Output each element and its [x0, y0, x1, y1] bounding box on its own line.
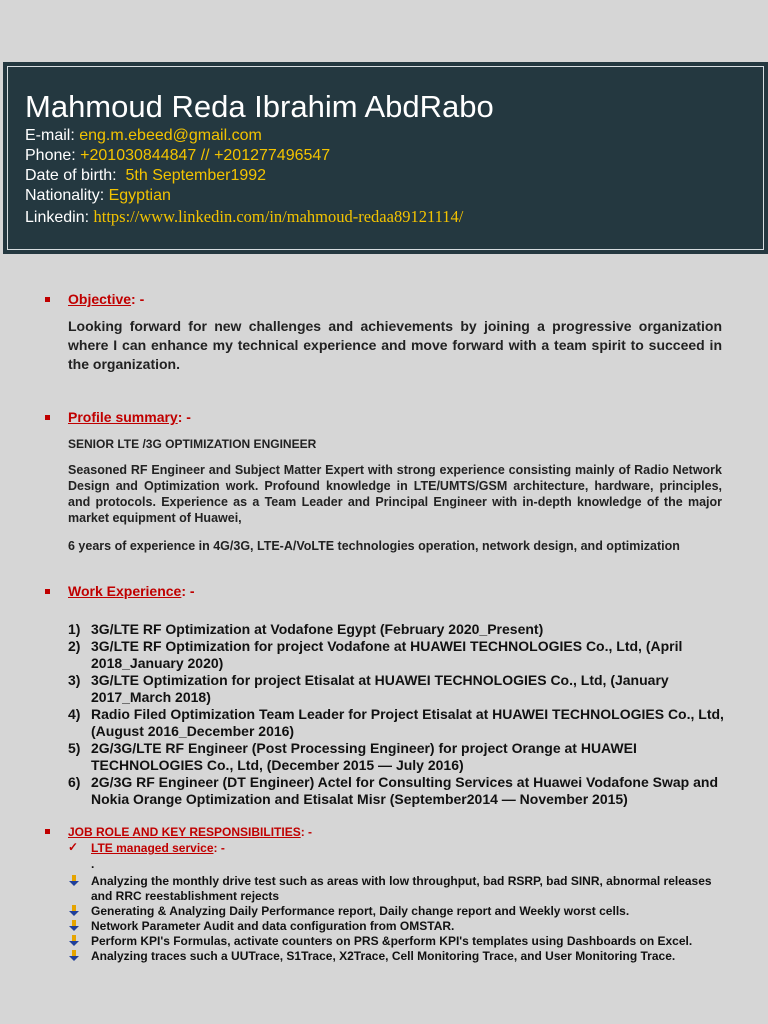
- header-banner: [3, 62, 768, 254]
- profile-heading: Profile summary: -: [68, 409, 191, 425]
- nationality-line: [25, 187, 171, 205]
- lte-managed-service-heading: LTE managed service: -: [91, 841, 225, 855]
- resp-item: Generating & Analyzing Daily Performance report, Daily change report and Weekly worst cells.: [91, 904, 630, 918]
- work-bullet-icon: [45, 589, 50, 594]
- email-link[interactable]: eng.m.ebeed@gmail.com: [79, 127, 262, 144]
- dob-line: [25, 167, 266, 185]
- dob-label: Date of birth:: [25, 167, 126, 184]
- phone-line: [25, 147, 330, 165]
- nationality-label: Nationality:: [25, 187, 109, 204]
- jobrole-heading: JOB ROLE AND KEY RESPONSIBILITIES: -: [68, 825, 313, 839]
- work-heading: Work Experience: -: [68, 583, 195, 599]
- resp-item: Analyzing traces such a UUTrace, S1Trace, X2Trace, Cell Monitoring Trace, and User Monitoring Trace.: [91, 949, 676, 963]
- down-arrow-icon: [68, 905, 80, 917]
- objective-heading: Objective: -: [68, 291, 145, 307]
- profile-role: SENIOR LTE /3G OPTIMIZATION ENGINEER: [68, 437, 317, 451]
- dob-value: 5th September1992: [125, 167, 267, 184]
- profile-summary-text: Seasoned RF Engineer and Subject Matter Expert with strong experience consisting mainly of Radio Network Design and Optimization work. Profound knowledge in LTE/UMTS/GSM architecture, hardware, principles, and protocols. Experience as a Team Leader and Principal Engineer with in-depth knowledge of the major market equipment of Huawei,: [68, 463, 722, 525]
- down-arrow-icon: [68, 920, 80, 932]
- objective-bullet-icon: [45, 297, 50, 302]
- objective-text: Looking forward for new challenges and achievements by joining a progressive organization where I can enhance my technical experience and move forward with a team spirit to succeed in the organization.: [68, 318, 722, 372]
- email-line: [25, 127, 262, 145]
- linkedin-line: [25, 207, 463, 227]
- down-arrow-icon: [68, 950, 80, 962]
- resp-item: Analyzing the monthly drive test such as areas with low throughput, bad RSRP, bad SINR, abnormal releases and RRC reestablishment rejects: [91, 874, 712, 903]
- down-arrow-icon: [68, 875, 80, 887]
- resp-dot: .: [91, 857, 95, 871]
- nationality-value: Egyptian: [108, 187, 171, 204]
- phone-value: +201030844847 // +201277496547: [80, 147, 331, 164]
- down-arrow-icon: [68, 935, 80, 947]
- resp-item: Perform KPI's Formulas, activate counters on PRS &perform KPI's templates using Dashboards on Excel.: [91, 934, 693, 948]
- checkmark-icon: ✓: [68, 840, 79, 854]
- linkedin-label: Linkedin:: [25, 209, 94, 226]
- linkedin-link[interactable]: https://www.linkedin.com/in/mahmoud-redaa89121114/: [93, 207, 464, 226]
- email-label: E-mail:: [25, 127, 80, 144]
- candidate-name: Mahmoud Reda Ibrahim AbdRabo: [25, 89, 494, 124]
- jobrole-bullet-icon: [45, 829, 50, 834]
- phone-label: Phone:: [25, 147, 81, 164]
- resp-item: Network Parameter Audit and data configuration from OMSTAR.: [91, 919, 455, 933]
- profile-years: 6 years of experience in 4G/3G, LTE-A/VoLTE technologies operation, network design, and optimization: [68, 539, 680, 553]
- profile-bullet-icon: [45, 415, 50, 420]
